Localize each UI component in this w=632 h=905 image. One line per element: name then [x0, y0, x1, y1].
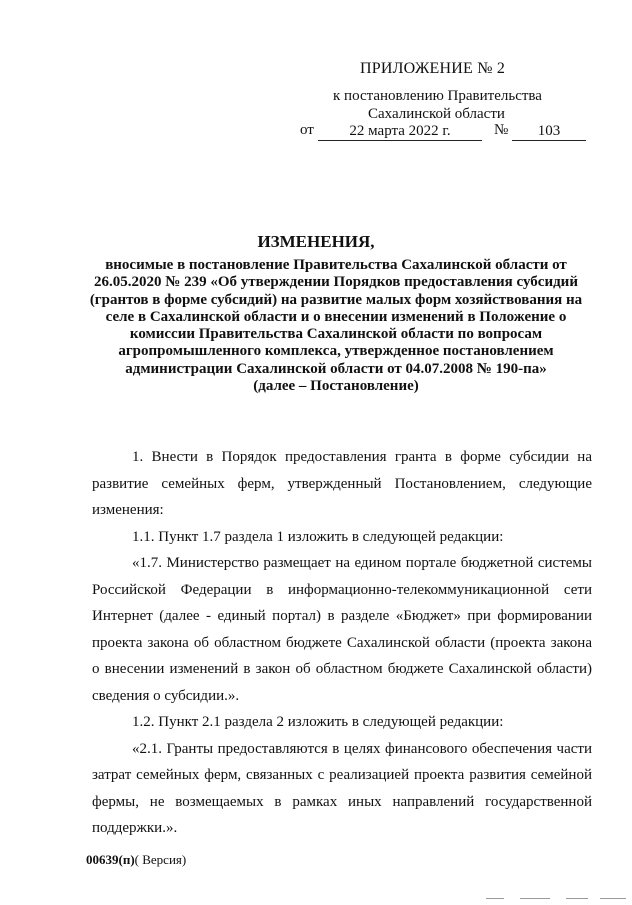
subtitle-line: 26.05.2020 № 239 «Об утверждении Порядков предоставления субсидий — [94, 274, 578, 291]
resolution-date: 22 марта 2022 г. — [318, 122, 482, 141]
paragraph-1-2: 1.2. Пункт 2.1 раздела 2 изложить в следующей редакции: — [132, 714, 504, 730]
from-label: от — [300, 122, 314, 138]
subtitle-line: комиссии Правительства Сахалинской области по вопросам — [129, 326, 543, 343]
footer-version: ( Версия) — [134, 852, 187, 867]
resolution-number: 103 — [512, 122, 586, 141]
appendix-resolution-line-2: Сахалинской области — [368, 106, 505, 122]
paragraph-2-1-text: «2.1. Гранты предоставляются в целях финансового обеспечения части затрат семейных ферм, связанных с реализацией проекта развития семейной фермы, не возмещаемых в рамках иных направлений государственной поддержки.». — [92, 740, 592, 836]
appendix-resolution-line-1: к постановлению Правительства — [333, 88, 542, 104]
number-label: № — [494, 122, 509, 138]
subtitle-line: (далее – Постановление) — [253, 378, 419, 395]
paragraph-1-1: 1.1. Пункт 1.7 раздела 1 изложить в следующей редакции: — [132, 528, 504, 545]
scan-mark — [566, 898, 588, 899]
scan-mark — [600, 898, 626, 899]
footer-code: 00639(п) — [86, 852, 135, 867]
scan-mark — [520, 898, 550, 899]
subtitle-line: агропромышленного комплекса, утвержденное постановлением — [118, 343, 554, 360]
document-title: ИЗМЕНЕНИЯ, — [257, 232, 375, 251]
resolution-date-row — [300, 122, 592, 144]
appendix-title: ПРИЛОЖЕНИЕ № 2 — [360, 60, 506, 77]
document-subtitle — [80, 257, 592, 395]
subtitle-line: администрации Сахалинской области от 04.07.2008 № 190-па» — [125, 360, 547, 377]
subtitle-line: (грантов в форме субсидий) на развитие малых форм хозяйствования на — [89, 291, 583, 308]
scan-mark — [486, 898, 504, 899]
paragraph-1: 1. Внести в Порядок предоставления гранта в форме субсидии на развитие семейных ферм, утвержденный Постановлением, следующие изменения: — [92, 449, 592, 518]
scan-artifact-marks — [480, 896, 632, 902]
subtitle-line: селе в Сахалинской области и о внесении изменений в Положение о — [105, 308, 567, 325]
subtitle-line: вносимые в постановление Правительства Сахалинской области от — [105, 257, 567, 273]
paragraph-1-7-text: «1.7. Министерство размещает на едином портале бюджетной системы Российской Федерации в информационно-телекоммуникационной сети Интернет (далее - единый портал) в разделе «Бюджет» при формировании проекта закона об областном бюджете Сахалинской области (проекта закона о внесении изменений в закон об областном бюджете Сахалинской области) сведения о субсидии.». — [92, 555, 592, 704]
document-body — [92, 444, 592, 842]
footer-document-code — [86, 852, 186, 868]
